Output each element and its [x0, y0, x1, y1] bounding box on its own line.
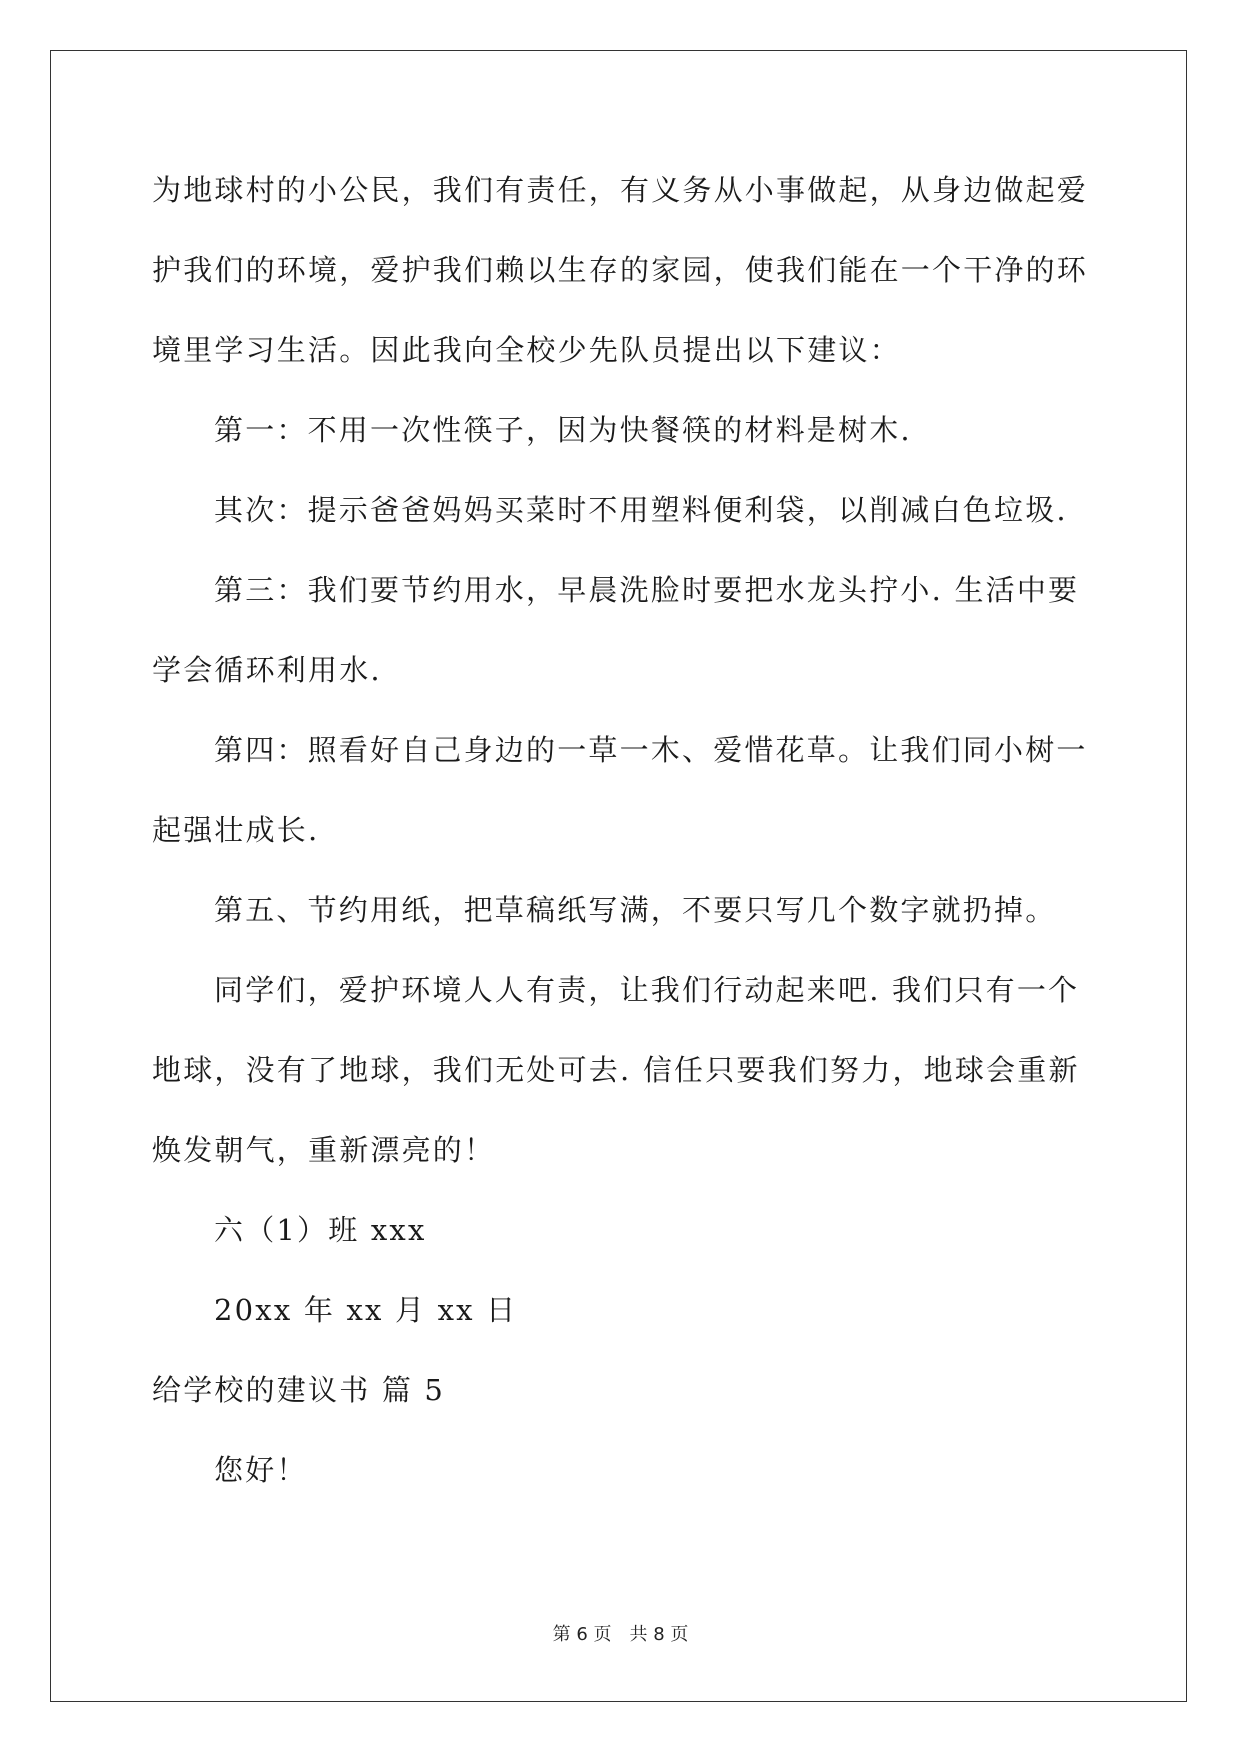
signature-class: 六（1）班 xxx [214, 1213, 427, 1247]
body-line: 地球，没有了地球，我们无处可去. 信任只要我们努力，地球会重新 [152, 1053, 1080, 1087]
suggestion-4: 第四：照看好自己身边的一草一木、爱惜花草。让我们同小树一 [214, 733, 1088, 767]
body-line: 护我们的环境，爱护我们赖以生存的家园，使我们能在一个干净的环 [152, 253, 1089, 287]
closing-paragraph: 同学们，爱护环境人人有责，让我们行动起来吧. 我们只有一个 [214, 973, 1080, 1007]
greeting: 您好！ [214, 1453, 308, 1487]
body-line: 焕发朝气，重新漂亮的！ [152, 1133, 496, 1167]
suggestion-3: 第三：我们要节约用水，早晨洗脸时要把水龙头拧小. 生活中要 [214, 573, 1080, 607]
body-line: 学会循环利用水. [152, 653, 382, 687]
section-heading: 给学校的建议书 篇 5 [152, 1373, 446, 1407]
suggestion-5: 第五、节约用纸，把草稿纸写满，不要只写几个数字就扔掉。 [214, 893, 1057, 927]
suggestion-1: 第一：不用一次性筷子，因为快餐筷的材料是树木. [214, 413, 912, 447]
body-line: 为地球村的小公民，我们有责任，有义务从小事做起，从身边做起爱 [152, 173, 1089, 207]
signature-date: 20xx 年 xx 月 xx 日 [214, 1293, 518, 1327]
body-line: 境里学习生活。因此我向全校少先队员提出以下建议： [152, 333, 901, 367]
suggestion-2: 其次：提示爸爸妈妈买菜时不用塑料便利袋，以削减白色垃圾. [214, 493, 1068, 527]
body-line: 起强壮成长. [152, 813, 320, 847]
page-footer [0, 1620, 1241, 1646]
page-total: 共 8 页 [629, 1624, 689, 1645]
page-number: 第 6 页 [552, 1624, 612, 1645]
